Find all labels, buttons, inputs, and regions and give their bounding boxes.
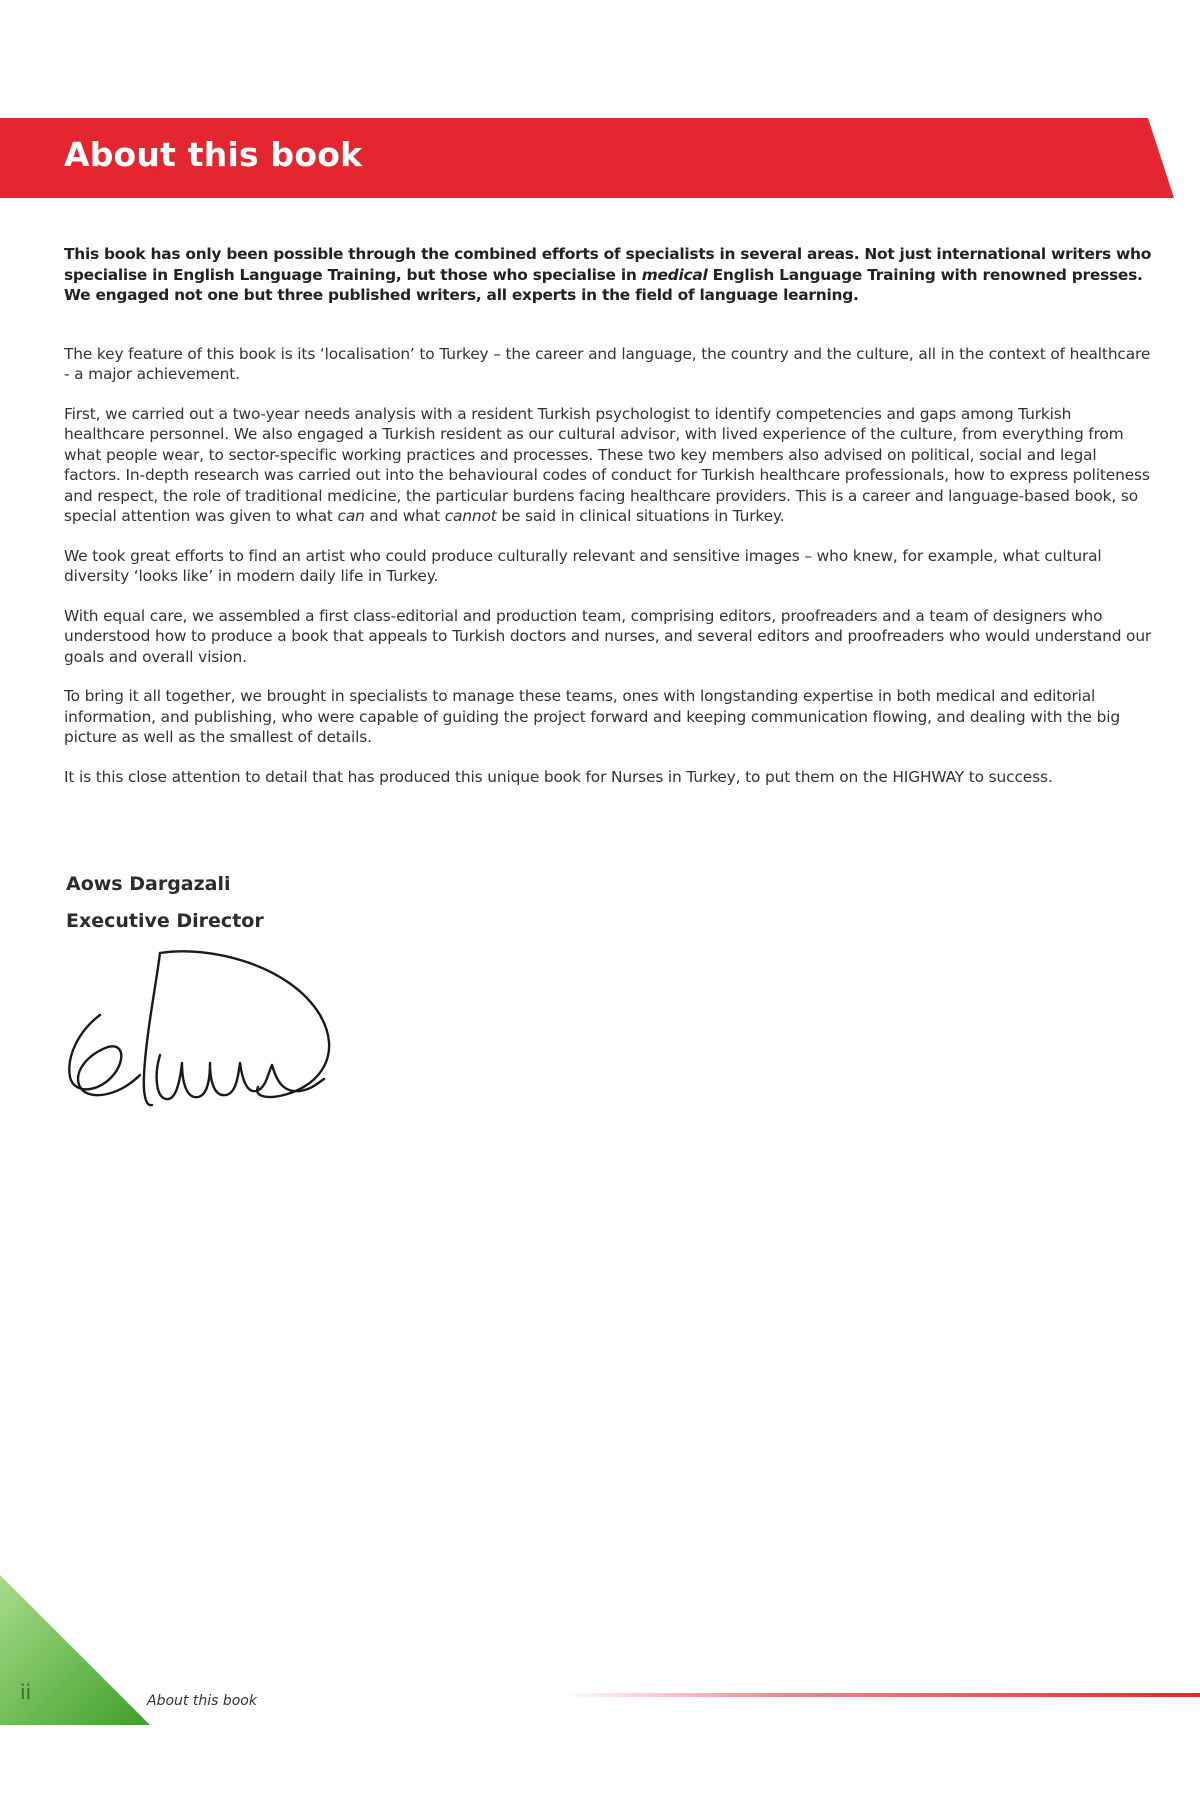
intro-paragraph: This book has only been possible through the combined efforts of specialists in several areas. Not just international writers who specialise in English Language Training, but those who specialise in medical English Language Training with renowned presses. We engaged not one but three published writers, all experts in the field of language learning. [64, 245, 1152, 304]
paragraph-team: With equal care, we assembled a first class-editorial and production team, comprising editors, proofreaders and a team of designers who understood how to produce a book that appeals to Turkish doctors and nurses, and several editors and proofreaders who would understand our goals and overall vision. [64, 606, 1152, 666]
paragraph-needs-analysis: First, we carried out a two-year needs analysis with a resident Turkish psychologist to identify competencies and gaps among Turkish healthcare personnel. We also engaged a Turkish resident as our cultural advisor, with lived experience of the culture, from everything from what people wear, to sector-specific working practices and processes. These two key members also advised on political, social and legal factors. In-depth research was carried out into the behavioural codes of conduct for Turkish healthcare professionals, how to express politeness and respect, the role of traditional medicine, the particular burdens facing healthcare providers. This is a career and language-based book, so special attention was given to what can and what cannot be said in clinical situations in Turkey. [64, 404, 1150, 525]
signer-name: Aows Dargazali [66, 873, 231, 895]
signature [60, 945, 360, 1125]
page-title: About this book [64, 135, 363, 174]
page-number: ii [20, 1680, 32, 1704]
paragraph-specialists: To bring it all together, we brought in specialists to manage these teams, ones with longstanding expertise in both medical and editorial information, and publishing, who were capable of guiding the project forward and keeping communication flowing, and dealing with the big picture as well as the smallest of details. [64, 687, 1120, 746]
paragraph-localisation: The key feature of this book is its ‘localisation’ to Turkey – the career and language, the country and the culture, all in the context of healthcare - a major achievement. [64, 344, 1151, 383]
paragraph-closing: It is this close attention to detail that has produced this unique book for Nurses in Turkey, to put them on the HIGHWAY to success. [64, 767, 1053, 786]
body-text [64, 244, 1154, 806]
signer-title: Executive Director [66, 910, 264, 932]
footer-section-label: About this book [147, 1693, 257, 1709]
footer-rule [560, 1693, 1200, 1697]
paragraph-artist: We took great efforts to find an artist who could produce culturally relevant and sensitive images – who knew, for example, what cultural diversity ‘looks like’ in modern daily life in Turkey. [64, 546, 1102, 585]
